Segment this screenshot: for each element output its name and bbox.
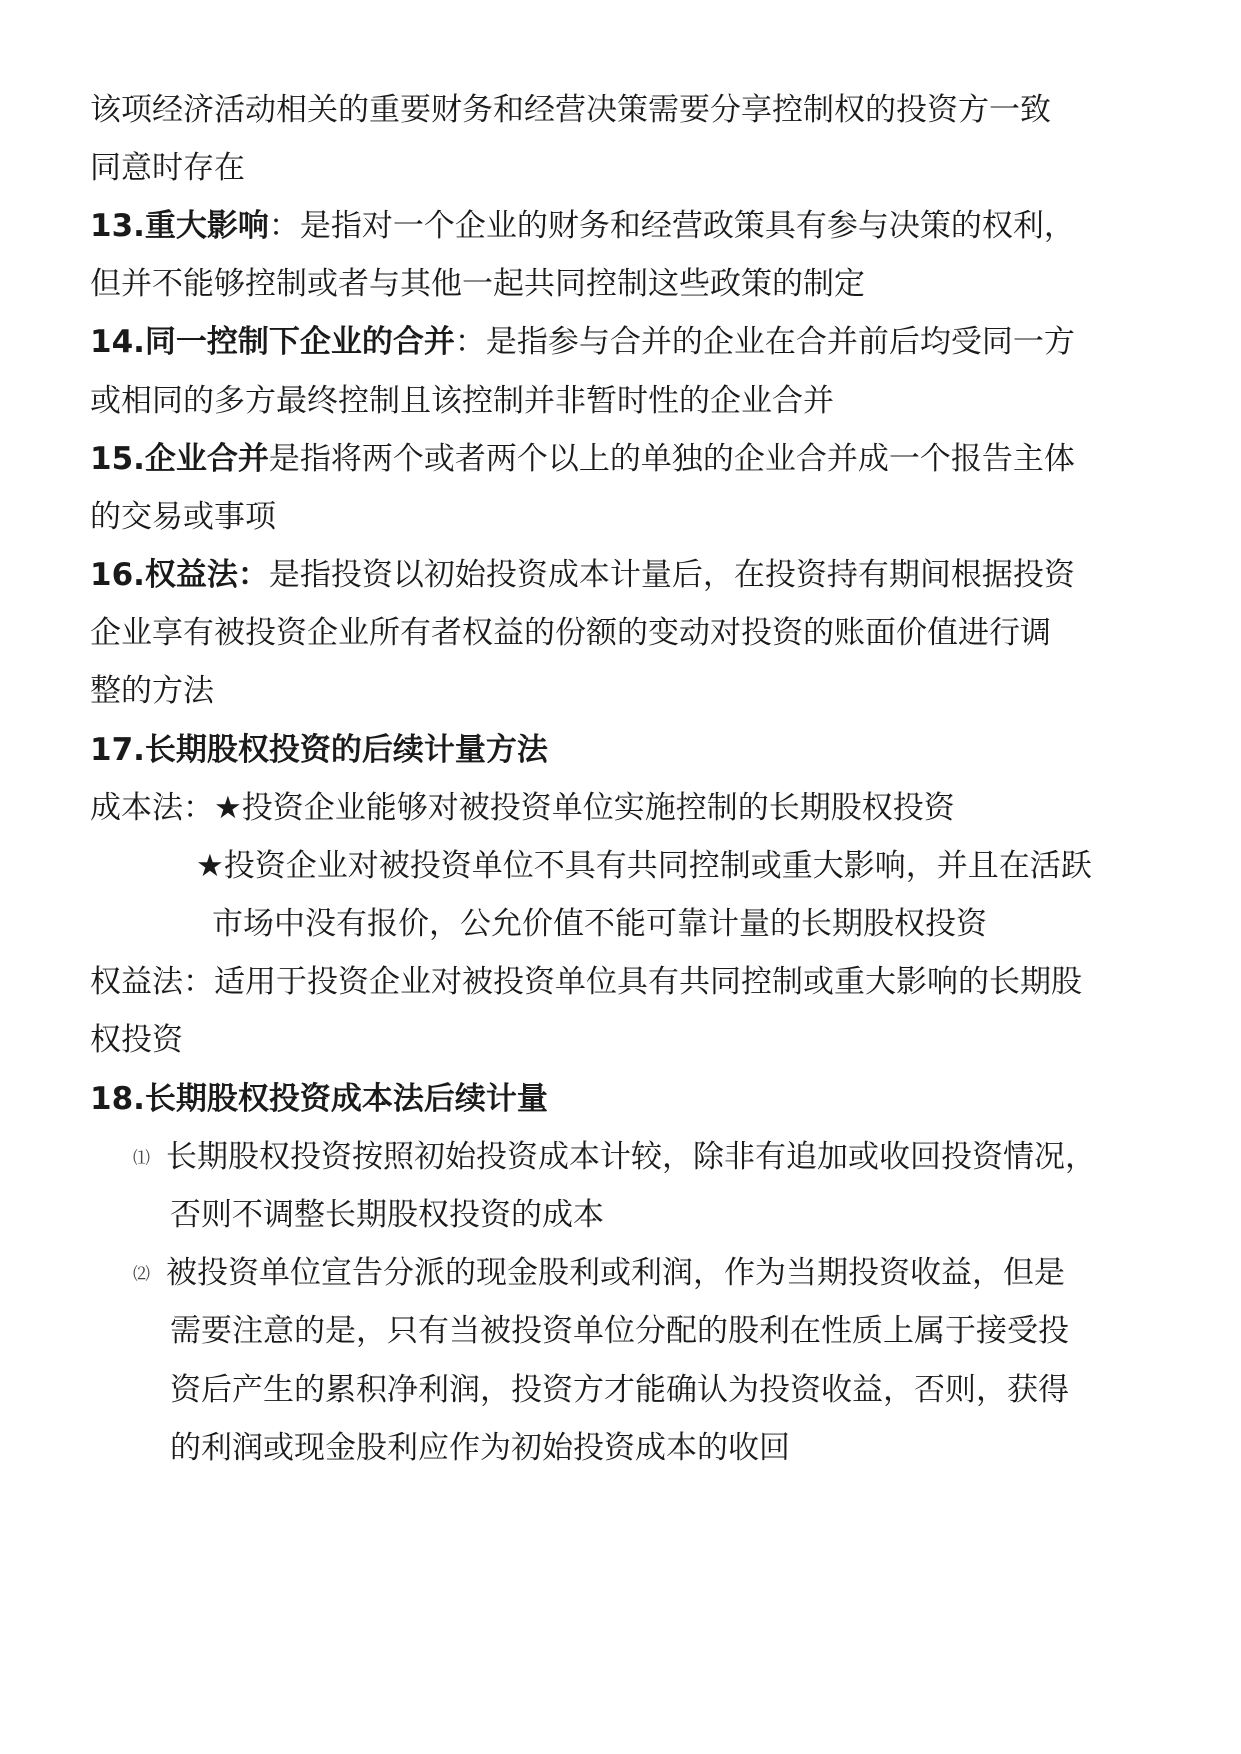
term-heading: 16.权益法： xyxy=(90,557,269,593)
section-heading-18: 18.长期股权投资成本法后续计量 xyxy=(90,1081,548,1117)
body-text-line: 同意时存在 xyxy=(90,150,245,186)
term-heading: 13.重大影响 xyxy=(90,208,269,244)
definition-16 xyxy=(90,555,1075,595)
body-text-line: 市场中没有报价，公允价值不能可靠计量的长期股权投资 xyxy=(212,906,987,942)
definition-text: 是指将两个或者两个以上的单独的企业合并成一个报告主体 xyxy=(268,441,1075,477)
list-marker: ⑵ xyxy=(133,1264,150,1285)
cost-method-line: ★投资企业对被投资单位不具有共同控制或重大影响，并且在活跃 xyxy=(196,848,1092,884)
definition-text: ：是指对一个企业的财务和经营政策具有参与决策的权利， xyxy=(268,208,1075,244)
body-text-line: 的利润或现金股利应作为初始投资成本的收回 xyxy=(170,1430,790,1466)
body-text-line: 整的方法 xyxy=(90,673,214,709)
body-text-line: 需要注意的是，只有当被投资单位分配的股利在性质上属于接受投 xyxy=(170,1313,1069,1349)
body-text-line: 该项经济活动相关的重要财务和经营决策需要分享控制权的投资方一致 xyxy=(90,92,1051,128)
section-heading-17: 17.长期股权投资的后续计量方法 xyxy=(90,732,548,768)
body-text-line: 权投资 xyxy=(90,1022,183,1058)
body-text-line: 资后产生的累积净利润，投资方才能确认为投资收益，否则，获得 xyxy=(170,1372,1069,1408)
definition-15 xyxy=(90,439,1075,479)
body-text-line: 的交易或事项 xyxy=(90,499,276,535)
list-item xyxy=(133,1137,1096,1179)
cost-method-line: 成本法：★投资企业能够对被投资单位实施控制的长期股权投资 xyxy=(90,790,955,826)
body-text-line: 但并不能够控制或者与其他一起共同控制这些政策的制定 xyxy=(90,266,865,302)
definition-14 xyxy=(90,322,1075,362)
term-heading: 14.同一控制下企业的合并 xyxy=(90,324,455,360)
body-text-line: 企业享有被投资企业所有者权益的份额的变动对投资的账面价值进行调 xyxy=(90,615,1051,651)
definition-13 xyxy=(90,206,1075,246)
term-heading: 15.企业合并 xyxy=(90,441,269,477)
body-text-line: 否则不调整长期股权投资的成本 xyxy=(170,1197,604,1233)
list-marker: ⑴ xyxy=(133,1148,150,1169)
equity-method-line: 权益法：适用于投资企业对被投资单位具有共同控制或重大影响的长期股 xyxy=(90,964,1082,1000)
list-item-text: 被投资单位宣告分派的现金股利或利润，作为当期投资收益，但是 xyxy=(166,1255,1065,1291)
list-item xyxy=(133,1253,1065,1295)
body-text-line: 或相同的多方最终控制且该控制并非暂时性的企业合并 xyxy=(90,383,834,419)
definition-text: ：是指参与合并的企业在合并前后均受同一方 xyxy=(454,324,1075,360)
list-item-text: 长期股权投资按照初始投资成本计较，除非有追加或收回投资情况， xyxy=(166,1139,1096,1175)
definition-text: 是指投资以初始投资成本计量后，在投资持有期间根据投资 xyxy=(268,557,1075,593)
